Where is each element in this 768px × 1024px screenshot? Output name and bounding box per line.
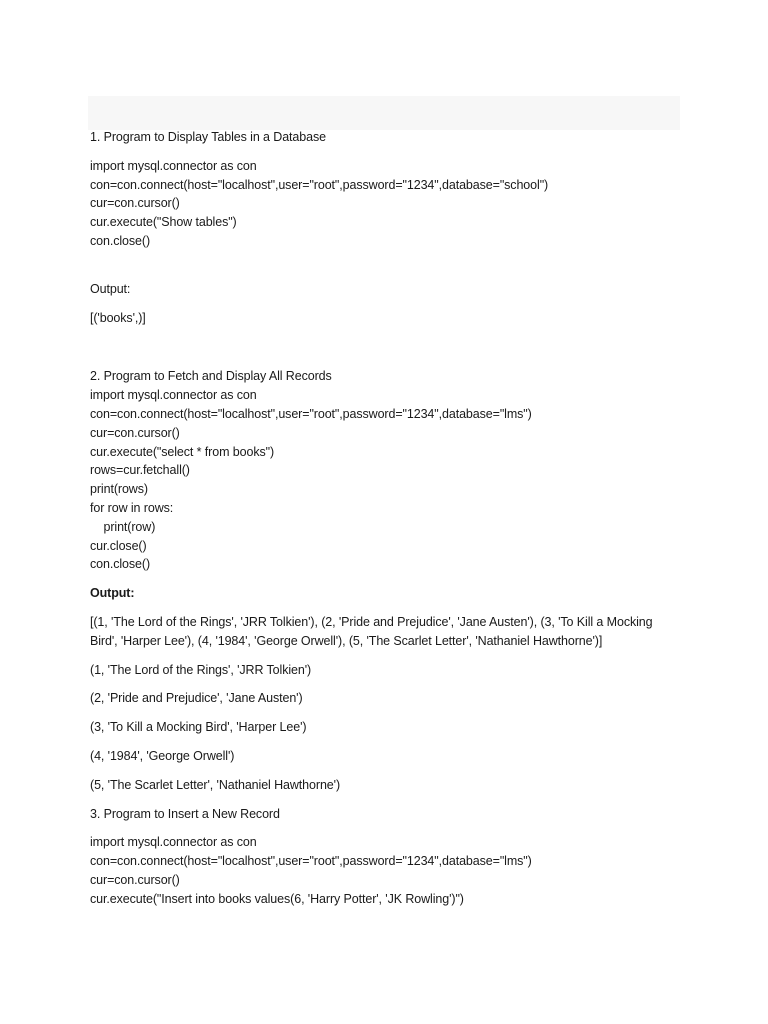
- section3-code: [90, 833, 680, 908]
- section2-output-label: Output:: [90, 586, 135, 601]
- code-line: cur=con.cursor(): [90, 872, 180, 887]
- section2-output-row: (2, 'Pride and Prejudice', 'Jane Austen'): [90, 691, 303, 706]
- code-line: cur=con.cursor(): [90, 425, 180, 440]
- code-line: rows=cur.fetchall(): [90, 463, 190, 478]
- section2-code: [90, 386, 680, 574]
- section1-output-label: Output:: [90, 281, 131, 296]
- code-line: import mysql.connector as con: [90, 388, 257, 403]
- code-line: cur.execute("select * from books"): [90, 444, 275, 459]
- section1-output: [('books',)]: [90, 310, 146, 325]
- section2-output-row: (5, 'The Scarlet Letter', 'Nathaniel Hawthorne'): [90, 777, 341, 792]
- code-line: con=con.connect(host="localhost",user="root",password="1234",database="school"): [90, 177, 549, 192]
- section2-output-row: (3, 'To Kill a Mocking Bird', 'Harper Lee'): [90, 720, 307, 735]
- section2-output-row: (1, 'The Lord of the Rings', 'JRR Tolkien'): [90, 662, 312, 677]
- code-line: cur=con.cursor(): [90, 196, 180, 211]
- document-content: [90, 128, 680, 909]
- code-line: con=con.connect(host="localhost",user="root",password="1234",database="lms"): [90, 854, 532, 869]
- code-line: print(rows): [90, 482, 148, 497]
- code-line: for row in rows:: [90, 500, 174, 515]
- code-line: con.close(): [90, 233, 151, 248]
- section3-heading: 3. Program to Insert a New Record: [90, 806, 280, 821]
- section2-output-list: [(1, 'The Lord of the Rings', 'JRR Tolkien'), (2, 'Pride and Prejudice', 'Jane Austen'), (3, 'To Kill a Mocking Bird', 'Harper Lee'), (4, '1984', 'George Orwell'), (5, 'The Scarlet Letter', 'Nathaniel Hawthorne')]: [90, 614, 653, 648]
- section2-heading: 2. Program to Fetch and Display All Records: [90, 369, 332, 384]
- section1-code: [90, 157, 680, 251]
- code-line: import mysql.connector as con: [90, 158, 257, 173]
- header-band: [88, 96, 680, 130]
- code-line: import mysql.connector as con: [90, 835, 257, 850]
- code-line: cur.close(): [90, 538, 147, 553]
- section2-output-row: (4, '1984', 'George Orwell'): [90, 748, 235, 763]
- section1-heading: 1. Program to Display Tables in a Database: [90, 130, 326, 144]
- code-line: cur.execute("Show tables"): [90, 215, 237, 230]
- code-line: cur.execute("Insert into books values(6, 'Harry Potter', 'JK Rowling')"): [90, 891, 464, 906]
- code-line: con=con.connect(host="localhost",user="root",password="1234",database="lms"): [90, 406, 532, 421]
- code-line: print(row): [90, 519, 156, 534]
- code-line: con.close(): [90, 557, 151, 572]
